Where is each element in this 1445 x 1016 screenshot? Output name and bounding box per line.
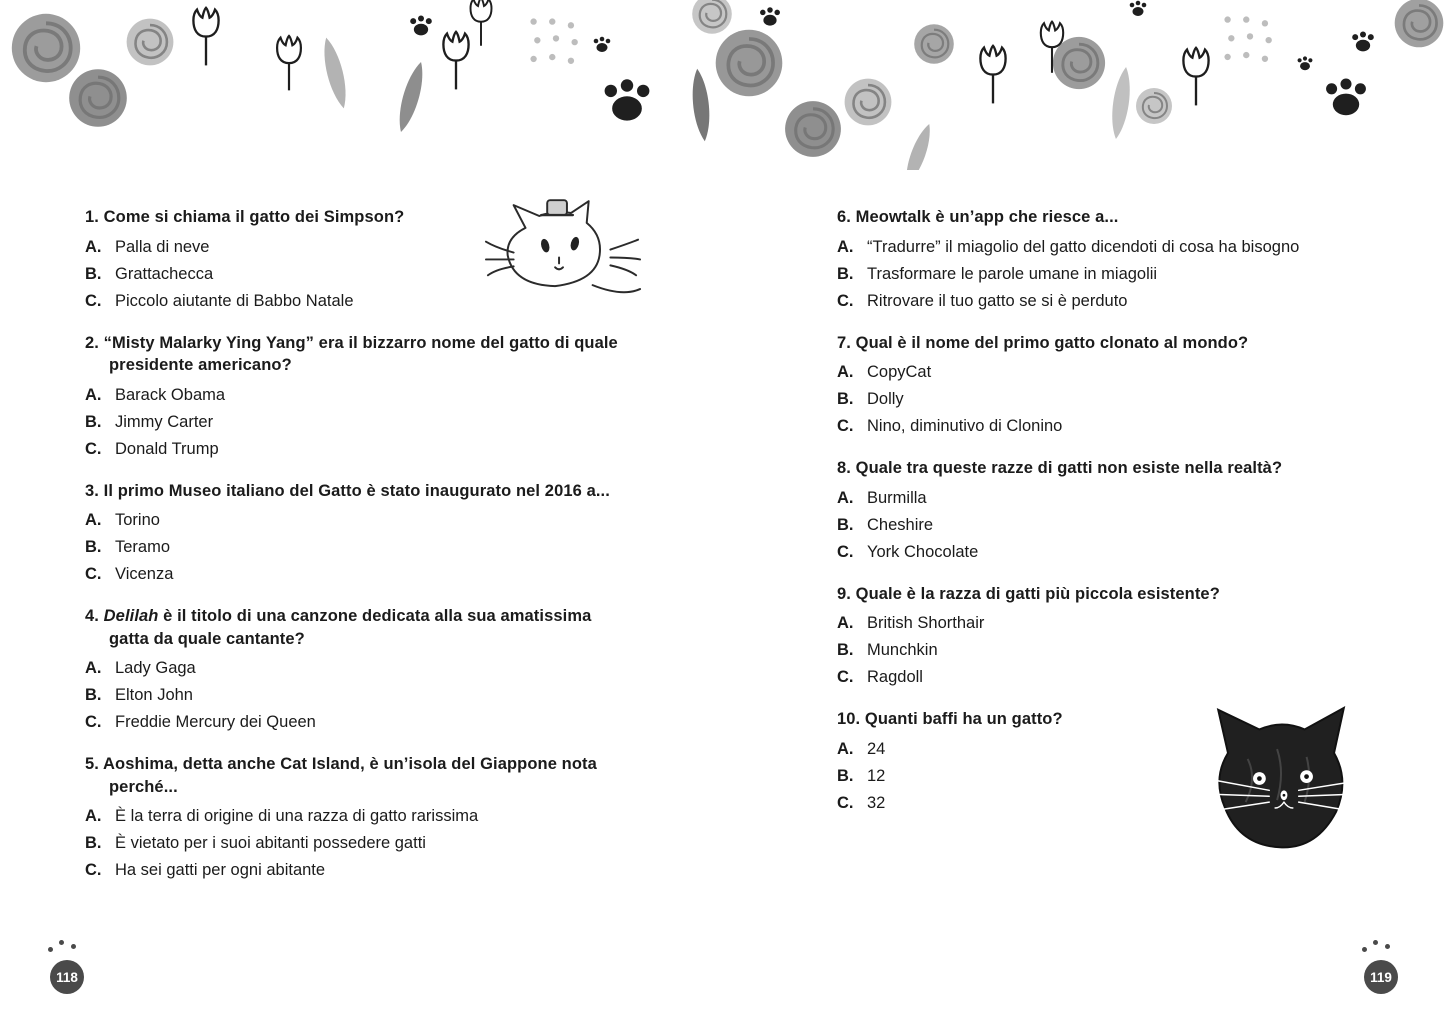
option-letter: A. xyxy=(85,807,102,825)
option-letter: C. xyxy=(85,439,102,458)
answer-option xyxy=(837,610,1397,637)
question-title xyxy=(837,457,1397,480)
answer-option xyxy=(85,234,630,261)
option-text: Ritrovare il tuo gatto se si è perduto xyxy=(867,291,1128,310)
answer-option xyxy=(837,234,1397,261)
answer-option xyxy=(85,709,630,736)
question-title-text: 9. Quale è la razza di gatti più piccola esistente? xyxy=(837,584,1220,603)
question-title xyxy=(837,708,1397,731)
option-text: York Chocolate xyxy=(867,542,979,561)
option-text: Trasformare le parole umane in miagolii xyxy=(867,264,1158,283)
question-block xyxy=(85,332,630,463)
option-letter: A. xyxy=(837,363,854,381)
answer-option xyxy=(837,485,1397,512)
question-title-text: 1. Come si chiama il gatto dei Simpson? xyxy=(85,208,405,226)
answer-option xyxy=(85,655,630,682)
option-text: Torino xyxy=(115,511,160,529)
answer-option xyxy=(837,386,1397,413)
page-number-right: 119 xyxy=(1364,960,1398,994)
option-letter: C. xyxy=(85,861,102,879)
option-text: Nino, diminutivo di Clonino xyxy=(867,417,1063,435)
question-title xyxy=(85,605,630,650)
answer-option xyxy=(837,637,1397,664)
option-letter: A. xyxy=(837,237,854,256)
option-letter: B. xyxy=(85,412,102,431)
answer-option xyxy=(85,534,630,561)
question-block xyxy=(85,753,630,884)
answer-option xyxy=(85,507,630,534)
option-letter: B. xyxy=(837,264,854,283)
option-text: 24 xyxy=(867,739,886,758)
answer-option xyxy=(85,436,630,463)
option-text: 12 xyxy=(867,766,886,785)
option-text: Ha sei gatti per ogni abitante xyxy=(115,861,326,879)
option-letter: B. xyxy=(85,538,102,556)
option-text: È vietato per i suoi abitanti possedere gatti xyxy=(115,834,426,852)
option-letter: A. xyxy=(85,385,102,404)
question-title xyxy=(837,206,1397,229)
question-block xyxy=(837,708,1397,817)
answer-option xyxy=(837,413,1397,440)
option-text: British Shorthair xyxy=(867,614,985,632)
option-letter: C. xyxy=(85,713,102,731)
right-page-questions xyxy=(837,206,1397,834)
option-letter: A. xyxy=(837,488,854,507)
option-text: È la terra di origine di una razza di gatto rarissima xyxy=(115,807,479,825)
answer-option xyxy=(85,830,630,857)
dot-cluster-icons xyxy=(530,16,1271,64)
page-number-left: 118 xyxy=(50,960,84,994)
answer-option xyxy=(85,382,630,409)
answer-option xyxy=(837,664,1397,691)
question-title-text: 5. Aoshima, detta anche Cat Island, è un’isola del Giappone nota perché... xyxy=(85,755,597,796)
option-letter: C. xyxy=(837,291,854,310)
question-title xyxy=(85,332,630,377)
question-title-text: 8. Quale tra queste razze di gatti non esiste nella realtà? xyxy=(837,459,1283,477)
option-text: Teramo xyxy=(115,538,171,556)
option-text: Dolly xyxy=(867,390,904,408)
option-text: Vicenza xyxy=(115,565,174,583)
option-text: CopyCat xyxy=(867,363,932,381)
question-title-text: 6. Meowtalk è un’app che riesce a... xyxy=(837,208,1119,226)
option-text: Jimmy Carter xyxy=(115,412,214,431)
question-title-text: 4. xyxy=(85,607,104,625)
option-letter: C. xyxy=(837,793,854,812)
option-letter: B. xyxy=(837,390,854,408)
option-text: Palla di neve xyxy=(115,237,210,256)
question-block xyxy=(837,332,1397,441)
option-letter: B. xyxy=(837,766,854,785)
question-title-text: 3. Il primo Museo italiano del Gatto è stato inaugurato nel 2016 a... xyxy=(85,481,610,500)
answer-option xyxy=(85,561,630,588)
answer-option xyxy=(85,682,630,709)
option-text: Cheshire xyxy=(867,515,934,534)
question-block xyxy=(837,206,1397,315)
option-text: Donald Trump xyxy=(115,439,219,458)
option-letter: A. xyxy=(837,614,854,632)
floral-border-graphic xyxy=(0,0,1445,170)
option-text: Piccolo aiutante di Babbo Natale xyxy=(115,291,354,310)
question-block xyxy=(85,605,630,736)
option-letter: C. xyxy=(837,668,854,686)
option-letter: C. xyxy=(85,291,102,310)
option-letter: A. xyxy=(837,739,854,758)
answer-option xyxy=(837,736,1397,763)
paw-dot-icon xyxy=(1362,947,1367,952)
question-title-text: 10. Quanti baffi ha un gatto? xyxy=(837,710,1063,728)
option-letter: C. xyxy=(85,565,102,583)
paw-dot-icon xyxy=(1385,944,1390,949)
answer-option xyxy=(837,512,1397,539)
question-title-text: è il titolo di una canzone dedicata alla sua amatissima gatta da quale cantante? xyxy=(109,607,592,648)
option-text: Elton John xyxy=(115,686,193,704)
question-title xyxy=(85,206,630,229)
answer-option xyxy=(837,261,1397,288)
option-text: “Tradurre” il miagolio del gatto dicendoti di cosa ha bisogno xyxy=(867,237,1300,256)
answer-option xyxy=(85,409,630,436)
option-text: 32 xyxy=(867,793,886,812)
answer-option xyxy=(85,857,630,884)
option-letter: B. xyxy=(85,264,102,283)
question-title-text: 2. “Misty Malarky Ying Yang” era il bizzarro nome del gatto di quale presidente americano? xyxy=(85,333,618,374)
floral-header-decoration xyxy=(0,0,1445,170)
option-letter: C. xyxy=(837,417,854,435)
paw-dot-icon xyxy=(71,944,76,949)
option-text: Grattachecca xyxy=(115,264,214,283)
paw-dot-icon xyxy=(48,947,53,952)
option-text: Burmilla xyxy=(867,488,927,507)
left-page-questions xyxy=(85,206,630,901)
answer-option xyxy=(837,790,1397,817)
answer-option xyxy=(85,803,630,830)
option-letter: C. xyxy=(837,542,854,561)
option-letter: B. xyxy=(85,834,102,852)
question-title xyxy=(837,583,1397,606)
page-number-badge-left xyxy=(40,936,100,994)
option-text: Lady Gaga xyxy=(115,659,196,677)
question-title xyxy=(837,332,1397,355)
option-letter: B. xyxy=(85,686,102,704)
option-text: Barack Obama xyxy=(115,385,226,404)
option-text: Ragdoll xyxy=(867,668,923,686)
question-title-text: 7. Qual è il nome del primo gatto clonato al mondo? xyxy=(837,333,1249,352)
question-title-text: Delilah xyxy=(103,607,159,625)
paw-dot-icon xyxy=(1373,940,1378,945)
answer-option xyxy=(837,359,1397,386)
answer-option xyxy=(85,261,630,288)
option-letter: B. xyxy=(837,641,854,659)
page-number-badge-right xyxy=(1354,936,1414,994)
option-letter: B. xyxy=(837,515,854,534)
question-title xyxy=(85,480,630,503)
option-text: Freddie Mercury dei Queen xyxy=(115,713,316,731)
option-letter: A. xyxy=(85,659,102,677)
question-block xyxy=(85,206,630,315)
rose-icons xyxy=(12,0,1443,157)
answer-option xyxy=(85,288,630,315)
answer-option xyxy=(837,288,1397,315)
option-letter: A. xyxy=(85,237,102,256)
answer-option xyxy=(837,539,1397,566)
option-letter: A. xyxy=(85,511,102,529)
question-block xyxy=(837,583,1397,692)
question-block xyxy=(837,457,1397,566)
question-block xyxy=(85,480,630,589)
question-title xyxy=(85,753,630,798)
paw-dot-icon xyxy=(59,940,64,945)
answer-option xyxy=(837,763,1397,790)
option-text: Munchkin xyxy=(867,641,938,659)
